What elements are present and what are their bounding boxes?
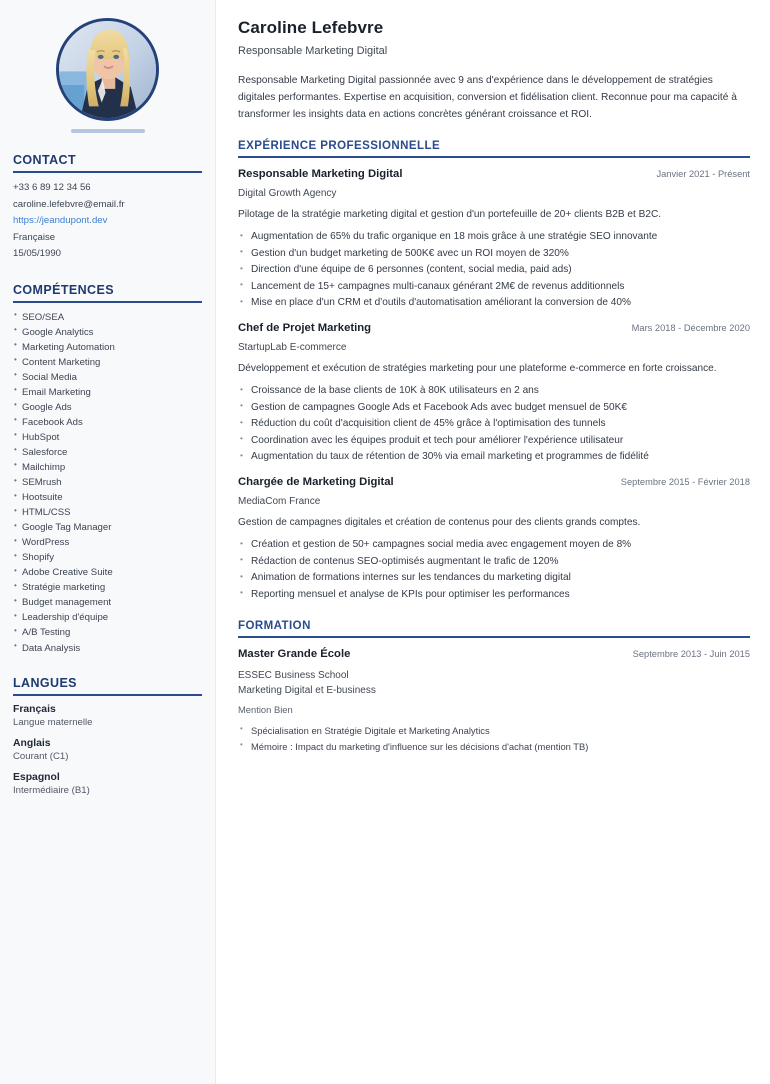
entry-bullet-list — [238, 229, 750, 312]
language-name: Espagnol — [13, 771, 60, 783]
entry-bullet: • Réduction du coût d'acquisition client de 45% grâce à l'optimisation des tunnels — [238, 416, 750, 433]
experience-divider — [238, 156, 750, 158]
sidebar — [0, 0, 216, 1084]
entry-title: Responsable Marketing Digital — [238, 168, 403, 181]
education-heading: FORMATION — [238, 620, 311, 633]
skill-item: • WordPress — [13, 535, 202, 550]
entry-bullet: • Animation de formations internes sur les tendances du marketing digital — [238, 570, 750, 587]
skill-item: • Mailchimp — [13, 460, 202, 475]
skill-item: • SEO/SEA — [13, 310, 202, 325]
main-content — [216, 0, 770, 1084]
profile-summary: Responsable Marketing Digital passionnée avec 9 ans d'expérience dans le développement de stratégies digitales performantes. Expertise en acquisition, conversion et fidélisation client. Reconnue pour ma capacité à transformer les insights data en actions concrètes générant croissance et ROI. — [238, 75, 737, 120]
languages-section — [13, 676, 202, 798]
entry-bullet: • Mise en place d'un CRM et d'outils d'automatisation améliorant la conversion de 40% — [238, 295, 750, 312]
entry-bullet: • Croissance de la base clients de 10K à 80K utilisateurs en 2 ans — [238, 383, 750, 400]
entry-bullet: • Création et gestion de 50+ campagnes social media avec engagement moyen de 8% — [238, 537, 750, 554]
skill-item: • HTML/CSS — [13, 505, 202, 520]
contact-divider — [13, 171, 202, 173]
skill-item: • Leadership d'équipe — [13, 610, 202, 625]
education-entry — [238, 647, 750, 754]
entry-header — [238, 321, 750, 336]
skill-item: • Data Analysis — [13, 641, 202, 656]
entry-title: Chargée de Marketing Digital — [238, 475, 394, 488]
skill-item: • Hootsuite — [13, 490, 202, 505]
entry-organization: Digital Growth Agency — [238, 188, 337, 200]
entry-bullet: • Rédaction de contenus SEO-optimisés augmentant le trafic de 120% — [238, 554, 750, 571]
photo-accent-bar — [71, 129, 145, 133]
entry-date: Mars 2018 - Décembre 2020 — [631, 322, 750, 333]
entry-header — [238, 475, 750, 490]
entry-date: Septembre 2015 - Février 2018 — [620, 476, 750, 487]
skills-list — [13, 310, 202, 656]
entry-header — [238, 647, 750, 662]
entry-date: Janvier 2021 - Présent — [656, 169, 750, 180]
experience-entry — [238, 321, 750, 466]
education-field: Marketing Digital et E-business — [238, 684, 376, 696]
entry-bullet: • Gestion de campagnes Google Ads et Facebook Ads avec budget mensuel de 50K€ — [238, 400, 750, 417]
entry-bullet: • Lancement de 15+ campagnes multi-canaux générant 2M€ de revenus additionnels — [238, 279, 750, 296]
profile-photo-block — [13, 18, 202, 133]
language-item — [13, 771, 202, 798]
contact-list — [13, 180, 202, 263]
skill-item: • Content Marketing — [13, 355, 202, 370]
skill-item: • Adobe Creative Suite — [13, 565, 202, 580]
language-level: Intermédiaire (B1) — [13, 784, 90, 796]
entry-description: Gestion de campagnes digitales et création de contenus pour des clients grands comptes. — [238, 517, 641, 529]
skills-divider — [13, 301, 202, 303]
skill-item: • Marketing Automation — [13, 340, 202, 355]
contact-heading: CONTACT — [13, 153, 76, 167]
entry-title: Chef de Projet Marketing — [238, 321, 372, 334]
skill-item: • Stratégie marketing — [13, 580, 202, 595]
entry-organization: MediaCom France — [238, 496, 321, 508]
experience-heading: EXPÉRIENCE PROFESSIONNELLE — [238, 140, 441, 153]
page-title: Caroline Lefebvre — [238, 18, 384, 37]
entry-organization: StartupLab E-commerce — [238, 342, 347, 354]
contact-birthdate: 15/05/1990 — [13, 248, 62, 259]
entry-title: Master Grande École — [238, 648, 351, 661]
experience-entry — [238, 167, 750, 312]
entry-bullet: • Direction d'une équipe de 6 personnes (content, social media, paid ads) — [238, 262, 750, 279]
education-section — [238, 620, 750, 754]
education-divider — [238, 636, 750, 638]
entry-bullet: • Augmentation de 65% du trafic organique en 18 mois grâce à une stratégie SEO innovante — [238, 229, 750, 246]
entry-bullet-list — [238, 383, 750, 466]
education-note: Mention Bien — [238, 703, 293, 715]
job-subtitle: Responsable Marketing Digital — [238, 45, 388, 58]
skills-heading: COMPÉTENCES — [13, 282, 114, 297]
skill-item: • Salesforce — [13, 445, 202, 460]
skill-item: • Shopify — [13, 550, 202, 565]
skill-item: • Social Media — [13, 370, 202, 385]
skill-item: • Budget management — [13, 595, 202, 610]
entry-bullet: • Coordination avec les équipes produit et tech pour améliorer l'expérience utilisateur — [238, 433, 750, 450]
skill-item: • SEMrush — [13, 475, 202, 490]
education-bullet: • Spécialisation en Stratégie Digitale et Marketing Analytics — [238, 723, 750, 739]
experience-entry — [238, 475, 750, 603]
skill-item: • HubSpot — [13, 430, 202, 445]
skill-item: • Google Analytics — [13, 325, 202, 340]
experience-section — [238, 140, 750, 603]
skill-item: • Facebook Ads — [13, 415, 202, 430]
skill-item: • Google Ads — [13, 400, 202, 415]
language-level: Langue maternelle — [13, 716, 93, 728]
entry-description: Pilotage de la stratégie marketing digital et gestion d'un portefeuille de 20+ clients B2B et B2C. — [238, 209, 662, 221]
entry-date: Septembre 2013 - Juin 2015 — [632, 649, 750, 660]
entry-bullet: • Reporting mensuel et analyse de KPIs pour optimiser les performances — [238, 587, 750, 604]
contact-section — [13, 153, 202, 263]
education-school: ESSEC Business School — [238, 669, 349, 681]
contact-phone: +33 6 89 12 34 56 — [13, 182, 91, 193]
entry-header — [238, 167, 750, 182]
skill-item: • Google Tag Manager — [13, 520, 202, 535]
language-item — [13, 737, 202, 764]
contact-website-link[interactable]: https://jeandupont.dev — [13, 215, 108, 226]
language-name: Français — [13, 703, 56, 715]
languages-divider — [13, 694, 202, 696]
entry-bullet: • Gestion d'un budget marketing de 500K€ avec un ROI moyen de 320% — [238, 246, 750, 263]
contact-nationality: Française — [13, 231, 56, 243]
language-item — [13, 703, 202, 730]
education-bullet-list — [238, 723, 750, 755]
languages-heading: LANGUES — [13, 675, 77, 690]
portrait-photo-icon — [56, 18, 159, 121]
skills-section — [13, 283, 202, 656]
contact-email[interactable]: caroline.lefebvre@email.fr — [13, 198, 125, 210]
entry-bullet-list — [238, 537, 750, 603]
entry-bullet: • Augmentation du taux de rétention de 30% via email marketing et programmes de fidélité — [238, 449, 750, 466]
skill-item: • A/B Testing — [13, 625, 202, 640]
entry-description: Développement et exécution de stratégies marketing pour une plateforme e-commerce en forte croissance. — [238, 363, 717, 375]
education-bullet: • Mémoire : Impact du marketing d'influence sur les décisions d'achat (mention TB) — [238, 739, 750, 755]
language-name: Anglais — [13, 737, 51, 749]
skill-item: • Email Marketing — [13, 385, 202, 400]
language-level: Courant (C1) — [13, 750, 69, 762]
